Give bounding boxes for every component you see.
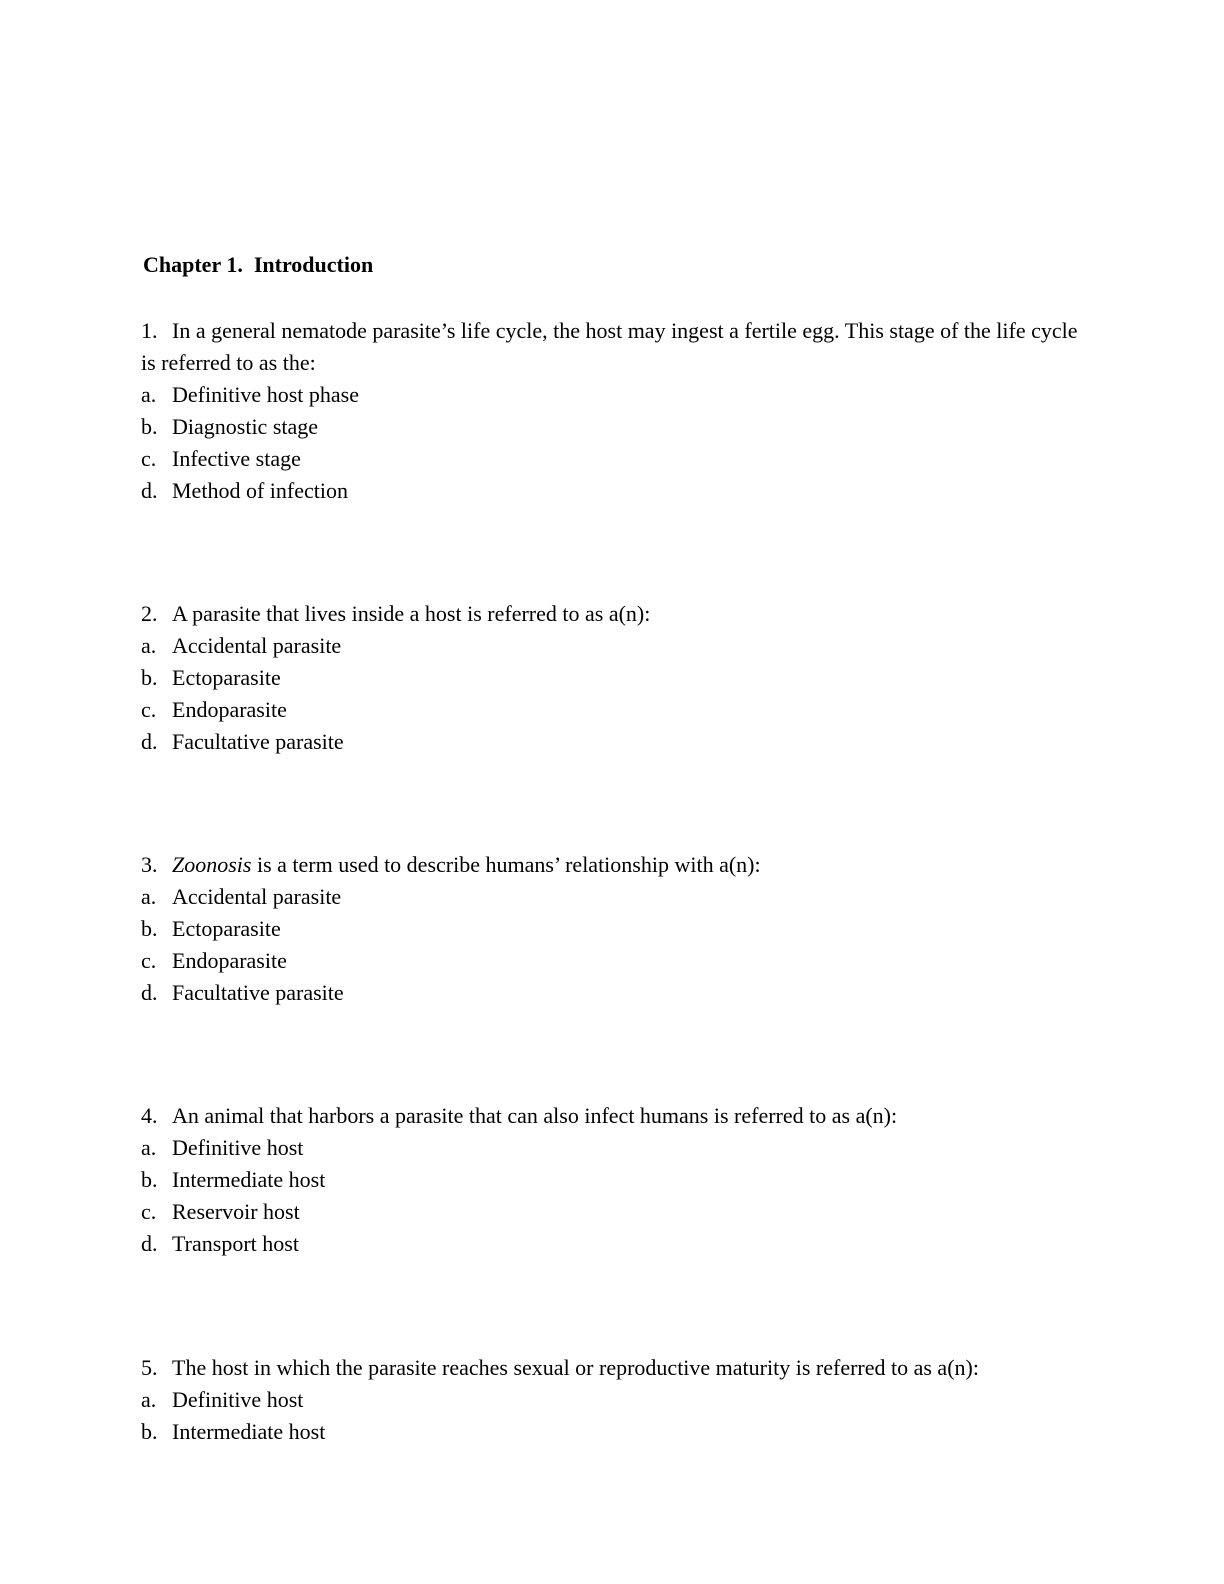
option-letter: b.	[141, 665, 158, 690]
option-letter: c.	[141, 446, 157, 471]
question-stem	[141, 315, 1081, 379]
question-5	[141, 1352, 1081, 1448]
option-text: Accidental parasite	[172, 633, 342, 658]
option-letter: d.	[141, 1231, 158, 1256]
option-text: Reservoir host	[172, 1199, 300, 1224]
option-text: Facultative parasite	[172, 980, 344, 1005]
question-text: The host in which the parasite reaches sexual or reproductive maturity is referred to as a(n):	[172, 1355, 979, 1380]
question-text: In a general nematode parasite’s life cycle, the host may ingest a fertile egg. This stage of the life cycle is referred to as the:	[141, 318, 1078, 375]
option-text: Transport host	[172, 1231, 299, 1256]
question-text: is a term used to describe humans’ relationship with a(n):	[251, 852, 761, 877]
question-number: 4.	[141, 1103, 158, 1128]
answer-option	[141, 694, 1081, 726]
option-text: Ectoparasite	[172, 665, 281, 690]
answer-option	[141, 443, 1081, 475]
answer-option	[141, 913, 1081, 945]
option-text: Infective stage	[172, 446, 301, 471]
question-3	[141, 849, 1081, 1009]
question-number: 1.	[141, 318, 158, 343]
answer-option	[141, 1132, 1081, 1164]
option-text: Diagnostic stage	[172, 414, 319, 439]
answer-option	[141, 881, 1081, 913]
option-letter: d.	[141, 729, 158, 754]
option-text: Intermediate host	[172, 1167, 326, 1192]
answer-option	[141, 630, 1081, 662]
question-stem	[141, 598, 1081, 630]
option-letter: a.	[141, 1387, 157, 1412]
question-number: 2.	[141, 601, 158, 626]
option-text: Facultative parasite	[172, 729, 344, 754]
question-number: 5.	[141, 1355, 158, 1380]
answer-option	[141, 945, 1081, 977]
chapter-title: Chapter 1. Introduction	[143, 252, 374, 277]
question-number: 3.	[141, 852, 158, 877]
option-text: Definitive host phase	[172, 382, 359, 407]
question-text: A parasite that lives inside a host is referred to as a(n):	[172, 601, 651, 626]
option-letter: b.	[141, 1419, 158, 1444]
answer-option	[141, 1164, 1081, 1196]
answer-options	[141, 1132, 1081, 1260]
option-letter: a.	[141, 382, 157, 407]
option-text: Definitive host	[172, 1135, 304, 1160]
option-letter: d.	[141, 478, 158, 503]
question-stem	[141, 849, 1081, 881]
answer-option	[141, 1196, 1081, 1228]
answer-option	[141, 379, 1081, 411]
option-text: Endoparasite	[172, 948, 287, 973]
question-stem	[141, 1352, 1081, 1384]
answer-options	[141, 1384, 1081, 1448]
option-letter: b.	[141, 1167, 158, 1192]
answer-option	[141, 662, 1081, 694]
option-letter: a.	[141, 633, 157, 658]
answer-options	[141, 379, 1081, 507]
answer-option	[141, 977, 1081, 1009]
option-text: Intermediate host	[172, 1419, 326, 1444]
question-text: An animal that harbors a parasite that can also infect humans is referred to as a(n):	[172, 1103, 898, 1128]
question-italic-term: Zoonosis	[172, 852, 252, 877]
option-text: Ectoparasite	[172, 916, 281, 941]
answer-option	[141, 726, 1081, 758]
question-4	[141, 1100, 1081, 1260]
option-letter: c.	[141, 697, 157, 722]
option-letter: a.	[141, 884, 157, 909]
option-letter: c.	[141, 1199, 157, 1224]
option-letter: b.	[141, 414, 158, 439]
answer-option	[141, 1228, 1081, 1260]
option-text: Accidental parasite	[172, 884, 342, 909]
question-2	[141, 598, 1081, 758]
option-text: Method of infection	[172, 478, 348, 503]
answer-option	[141, 475, 1081, 507]
option-letter: a.	[141, 1135, 157, 1160]
option-text: Endoparasite	[172, 697, 287, 722]
answer-option	[141, 411, 1081, 443]
option-text: Definitive host	[172, 1387, 304, 1412]
question-1	[141, 315, 1081, 507]
question-stem	[141, 1100, 1081, 1132]
option-letter: c.	[141, 948, 157, 973]
option-letter: b.	[141, 916, 158, 941]
option-letter: d.	[141, 980, 158, 1005]
answer-option	[141, 1416, 1081, 1448]
answer-options	[141, 630, 1081, 758]
answer-option	[141, 1384, 1081, 1416]
answer-options	[141, 881, 1081, 1009]
